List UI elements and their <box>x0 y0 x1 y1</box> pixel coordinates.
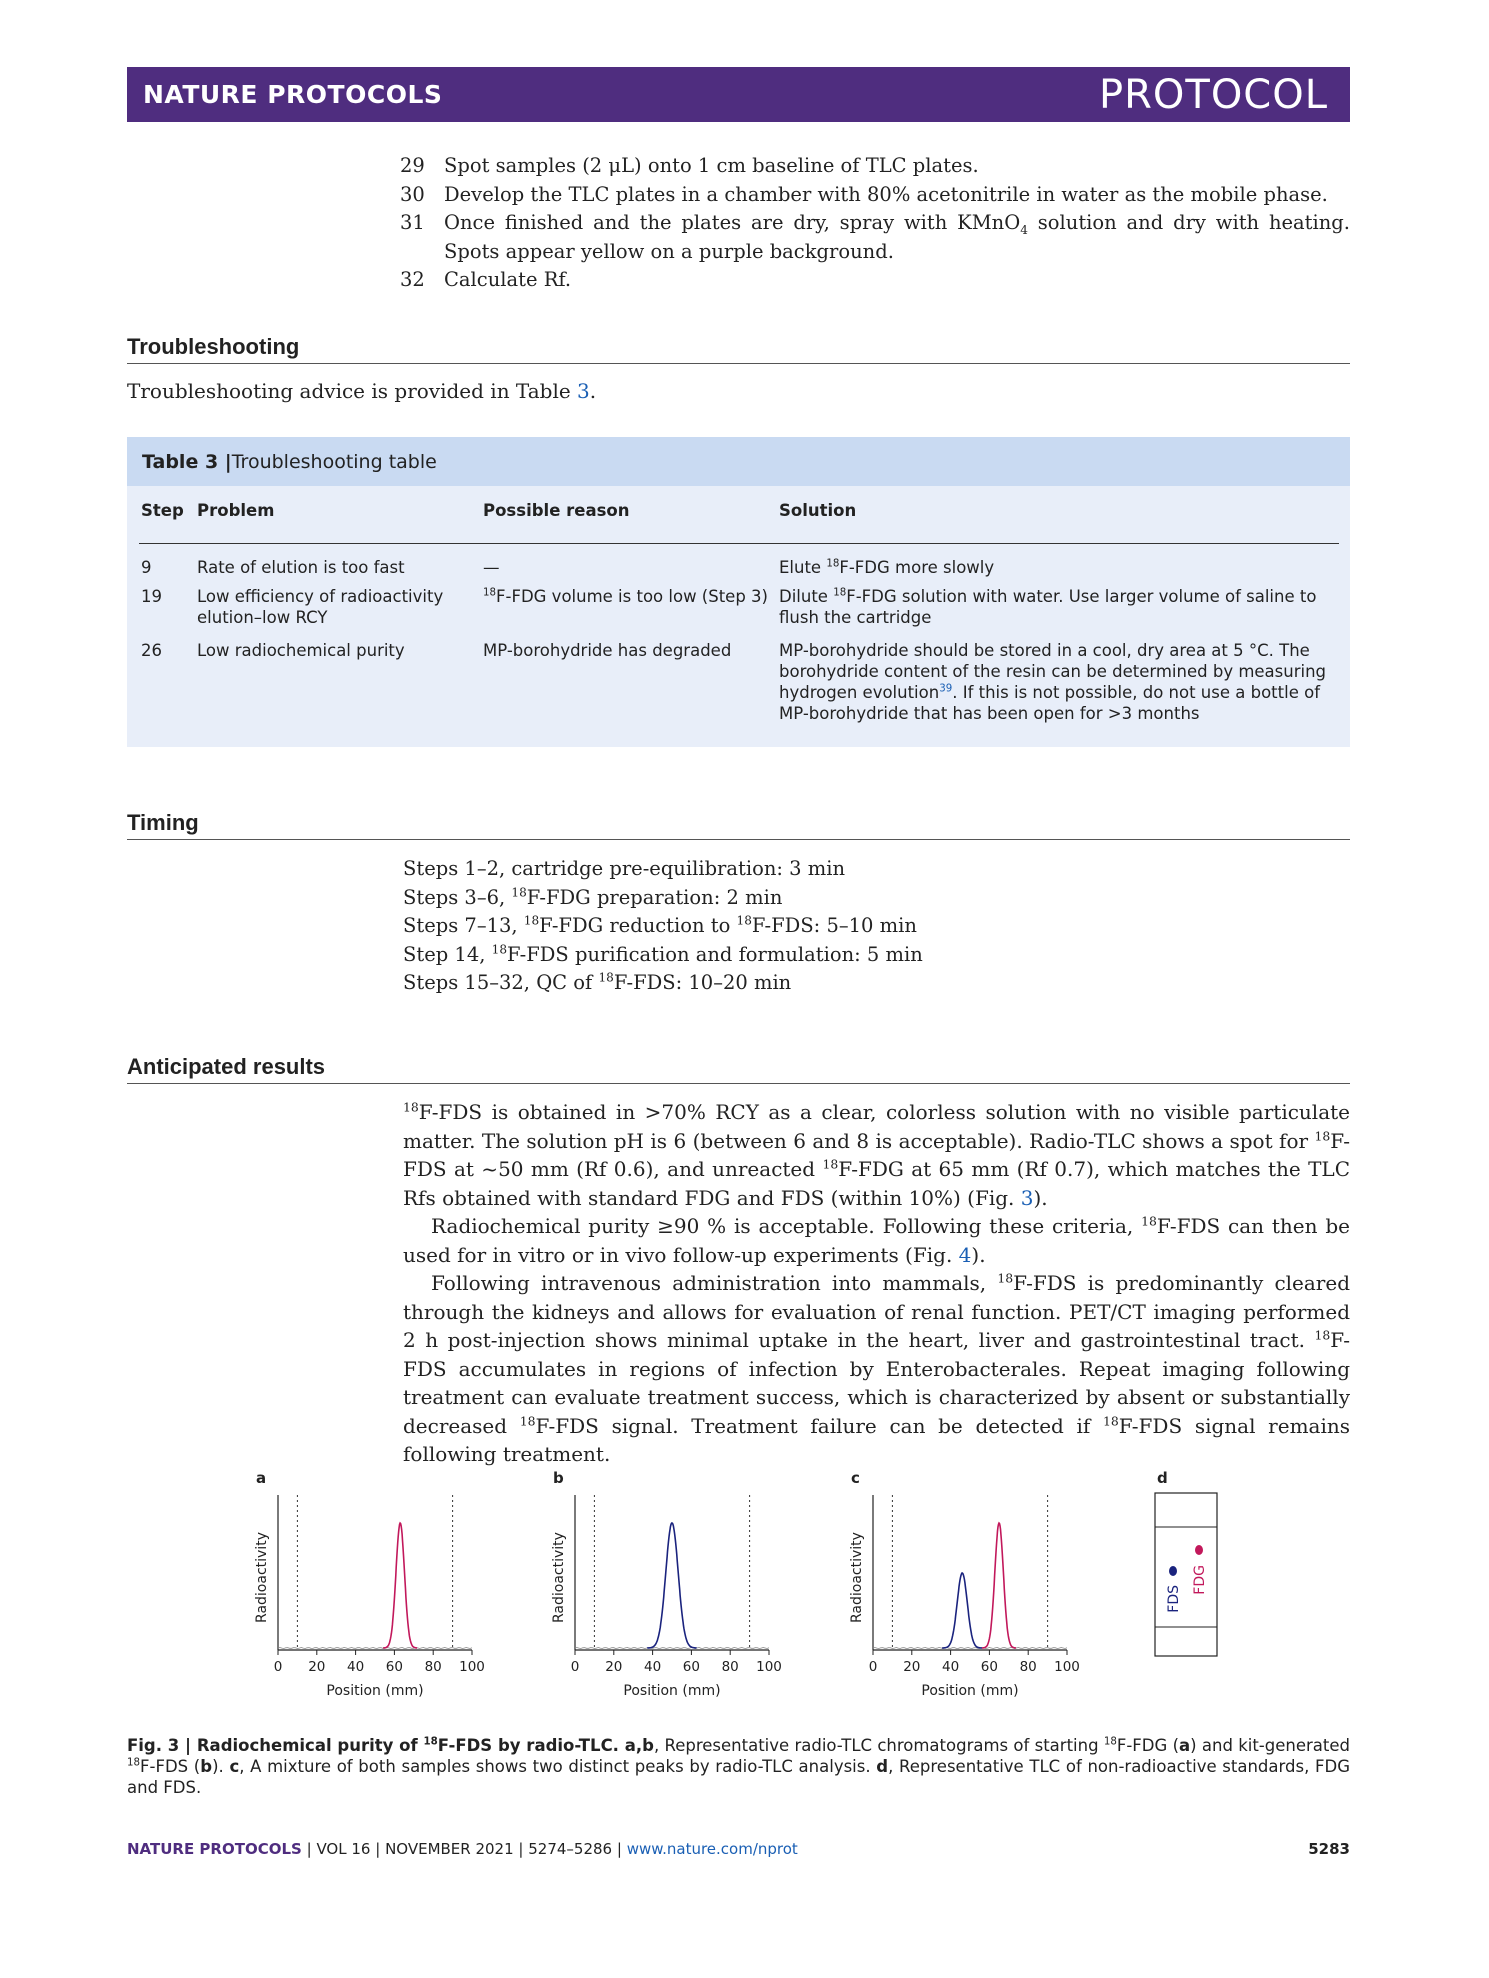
x-tick-label: 40 <box>644 1659 662 1675</box>
page-footer <box>127 1840 1350 1858</box>
step-30: 30 Develop the TLC plates in a chamber with 80% acetonitrile in water as the mobile phase. <box>400 182 1328 206</box>
x-tick-label: 20 <box>903 1659 921 1675</box>
table-caption: Table 3 | Troubleshooting table <box>127 437 1350 486</box>
journal-url-link[interactable]: www.nature.com/nprot <box>626 1840 798 1858</box>
x-tick-label: 60 <box>385 1659 403 1675</box>
x-tick-label: 40 <box>942 1659 960 1675</box>
figure-caption: Fig. 3 | Radiochemical purity of $^{18}$F-FDS by radio-TLC. a,b, Representative radio-TLC chromatograms of starting $^{18}$F-FDG (a) and kit-generated $^{18}$F-FDS (b). c, A mixture of both samples shows two distinct peaks by radio-TLC analysis. d, Representative TLC of non-radioactive standards, FDG and FDS. <box>127 1736 1350 1797</box>
peak-18f-fdg <box>383 1523 417 1648</box>
x-tick-label: 20 <box>308 1659 326 1675</box>
baseline-trace <box>278 1648 472 1649</box>
x-axis-label: Position (mm) <box>623 1683 721 1699</box>
reference-39-link[interactable]: 39 <box>939 683 953 695</box>
timing-line: Step 14, $^{18}$F-FDS purification and formulation: 5 min <box>403 942 923 966</box>
fig-4-link[interactable]: 4 <box>958 1242 972 1267</box>
step-31: 31 Once finished and the plates are dry, spray with KMnO$_4$ solution and dry with heating. Spots appear yellow on a purple background. <box>400 211 1350 263</box>
timing-list <box>403 855 923 998</box>
baseline-trace <box>575 1648 769 1649</box>
y-axis-label: Radioactivity <box>849 1532 865 1623</box>
x-tick-label: 0 <box>570 1659 580 1675</box>
footer-citation: NATURE PROTOCOLS | VOL 16 | NOVEMBER 2021 | 5274–5286 | www.nature.com/nprot <box>127 1840 798 1858</box>
x-tick-label: 80 <box>1019 1659 1037 1675</box>
table-3-link[interactable]: 3 <box>577 379 590 403</box>
troubleshooting-table: Table 3 | Troubleshooting table Step Problem Possible reason Solution 9 Rate of elution is too fast — Elute $^{18}$F-FDG more slowly 19 Low efficiency of radioactivity elution–low RCY $^{18}$F-FDG volume is too low (Step 3) Dilute $^{18}$F-FDG solution with water. Use larger volume of saline to flush the cartridge 26 Low radiochemical purity MP-borohydride has degraded MP-borohydride should be stored in a cool, dry area at 5 °C. The borohydride content of the resin can be determined by measuring hydrogen evolution$^{39}$. If this is not possible, do not use a bottle of MP-borohydride that has been open for >3 months <box>127 437 1350 747</box>
tlc-label-fds: FDS <box>1166 1585 1182 1613</box>
x-axis-label: Position (mm) <box>921 1683 1019 1699</box>
procedure-steps <box>400 152 1350 295</box>
peak-18f-fds <box>647 1523 696 1648</box>
header-rule <box>139 543 1339 544</box>
peak-18f-fds <box>942 1573 982 1648</box>
journal-banner <box>127 67 1350 122</box>
baseline-trace <box>873 1648 1067 1649</box>
timing-line: Steps 7–13, $^{18}$F-FDG reduction to $^{18}$F-FDS: 5–10 min <box>403 913 917 937</box>
x-tick-label: 20 <box>605 1659 623 1675</box>
x-tick-label: 0 <box>273 1659 283 1675</box>
results-paragraph-2: Radiochemical purity ≥90 % is acceptable. Following these criteria, $^{18}$F-FDS can then be used for in vitro or in vivo follow-up experiments (Fig. 4). <box>403 1213 1350 1267</box>
timing-line: Steps 1–2, cartridge pre-equilibration: 3 min <box>403 857 846 880</box>
step-32: 32 Calculate Rf. <box>400 268 572 291</box>
figure-3 <box>240 1465 1240 1725</box>
tlc-label-fdg: FDG <box>1192 1565 1208 1595</box>
x-tick-label: 80 <box>721 1659 739 1675</box>
y-axis-label: Radioactivity <box>551 1532 567 1623</box>
x-tick-label: 100 <box>756 1659 782 1675</box>
article-type: PROTOCOL <box>1098 71 1328 118</box>
results-paragraph-1: $^{18}$F-FDS is obtained in >70% RCY as a clear, colorless solution with no visible particulate matter. The solution pH is 6 (between 6 and 8 is acceptable). Radio-TLC shows a spot for $^{18}$F-FDS at ~50 mm (Rf 0.6), and unreacted $^{18}$F-FDG at 65 mm (Rf 0.7), which matches the TLC Rfs obtained with standard FDG and FDS (within 10%) (Fig. 3). <box>403 1099 1350 1210</box>
troubleshooting-heading: Troubleshooting <box>127 334 1350 364</box>
timing-line: Steps 15–32, QC of $^{18}$F-FDS: 10–20 min <box>403 970 792 994</box>
step-29: 29 Spot samples (2 μL) onto 1 cm baseline of TLC plates. <box>400 154 979 177</box>
panel-label-d: d <box>1157 1469 1168 1487</box>
page-number: 5283 <box>1308 1840 1350 1858</box>
fig-3-link[interactable]: 3 <box>1020 1185 1034 1210</box>
panel-label-a: a <box>256 1469 267 1487</box>
y-axis-label: Radioactivity <box>254 1532 270 1623</box>
panel-label-b: b <box>553 1469 564 1487</box>
x-tick-label: 0 <box>868 1659 878 1675</box>
x-tick-label: 100 <box>1054 1659 1080 1675</box>
results-heading: Anticipated results <box>127 1054 1350 1084</box>
panel-label-c: c <box>851 1469 860 1487</box>
x-tick-label: 60 <box>980 1659 998 1675</box>
peak-18f-fdg <box>982 1523 1016 1648</box>
tlc-spot-fds <box>1169 1566 1177 1576</box>
troubleshooting-paragraph: Troubleshooting advice is provided in Table 3. <box>127 379 597 403</box>
x-tick-label: 60 <box>682 1659 700 1675</box>
x-tick-label: 80 <box>424 1659 442 1675</box>
x-tick-label: 100 <box>459 1659 485 1675</box>
tlc-spot-fdg <box>1195 1545 1203 1555</box>
timing-heading: Timing <box>127 810 1350 840</box>
timing-line: Steps 3–6, $^{18}$F-FDG preparation: 2 min <box>403 885 783 909</box>
x-axis-label: Position (mm) <box>326 1683 424 1699</box>
journal-name: NATURE PROTOCOLS <box>143 80 443 109</box>
x-tick-label: 40 <box>347 1659 365 1675</box>
results-paragraph-3: Following intravenous administration into mammals, $^{18}$F-FDS is predominantly cleared through the kidneys and allows for evaluation of renal function. PET/CT imaging performed 2 h post-injection shows minimal uptake in the heart, liver and gastrointestinal tract. $^{18}$F-FDS accumulates in regions of infection by Enterobacterales. Repeat imaging following treatment can evaluate treatment success, which is characterized by absent or substantially decreased $^{18}$F-FDS signal. Treatment failure can be detected if $^{18}$F-FDS signal remains following treatment. <box>403 1270 1351 1466</box>
